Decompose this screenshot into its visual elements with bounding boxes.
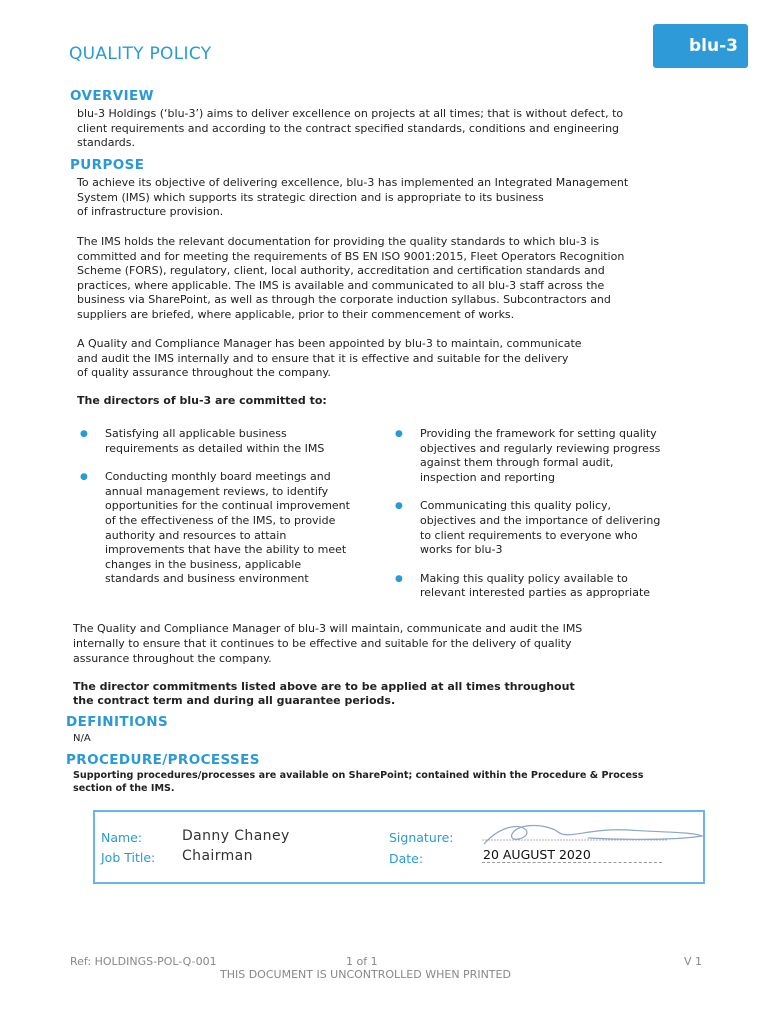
bullet-icon: ● (80, 429, 88, 439)
job-title-value: Chairman (182, 848, 253, 864)
text-line: section of the IMS. (73, 782, 175, 794)
text-line: of quality assurance throughout the company. (77, 366, 331, 380)
left-bullet-list (80, 427, 380, 587)
overview-text (77, 107, 623, 151)
blu3-logo: blu-3 (653, 24, 748, 68)
purpose-paragraph-1 (77, 176, 628, 220)
bullet-icon: ● (395, 501, 403, 512)
text-line: assurance throughout the company. (73, 652, 272, 665)
text-line: Scheme (FORS), regulatory, client, local authority, accreditation and certification standards and (77, 264, 605, 278)
text-line: objectives and the importance of delivering (420, 513, 661, 527)
text-line: relevant interested parties as appropriate (420, 586, 651, 600)
text-line: inspection and reporting (420, 470, 555, 484)
list-item (395, 572, 695, 601)
text-line: requirements as detailed within the IMS (105, 441, 325, 455)
text-line: Communicating this quality policy, (420, 499, 612, 513)
text-line: changes in the business, applicable (105, 557, 302, 571)
text-line: objectives and regularly reviewing progress (420, 441, 661, 455)
text-line: The Quality and Compliance Manager of blu-3 will maintain, communicate and audit the IMS (73, 622, 583, 635)
list-item (395, 427, 695, 485)
page-number: 1 of 1 (346, 955, 378, 968)
signature-label: Signature: (389, 830, 454, 845)
text-line: committed and for meeting the requirements of BS EN ISO 9001:2015, Fleet Operators Recognition (77, 249, 625, 263)
definitions-text: N/A (73, 733, 91, 744)
definitions-heading: DEFINITIONS (66, 714, 169, 730)
list-item (80, 427, 380, 456)
text-line: suppliers are briefed, where applicable, prior to their commencement of works. (77, 307, 515, 321)
text-line: works for blu-3 (420, 543, 503, 557)
bullet-icon: ● (395, 429, 403, 439)
text-line: opportunities for the continual improvement (105, 499, 350, 513)
uncontrolled-notice: THIS DOCUMENT IS UNCONTROLLED WHEN PRINTED (220, 968, 511, 981)
text-line: A Quality and Compliance Manager has been appointed by blu-3 to maintain, communicate (77, 337, 582, 350)
job-title-label: Job Title: (101, 850, 156, 865)
text-line: of the effectiveness of the IMS, to provide (105, 513, 336, 527)
text-line: to client requirements to everyone who (420, 528, 638, 542)
text-line: annual management reviews, to identify (105, 484, 329, 498)
text-line: Making this quality policy available to (420, 571, 628, 585)
text-line: standards. (77, 136, 136, 150)
text-line: client requirements and according to the contract specified standards, conditions and engineering (77, 121, 620, 135)
text-line: System (IMS) which supports its strategic direction and is appropriate to its business (77, 190, 544, 204)
text-line: The director commitments listed above are to be applied at all times throughout (73, 680, 575, 693)
text-line: Conducting monthly board meetings and (105, 470, 331, 484)
text-line: and audit the IMS internally and to ensure that it is effective and suitable for the delivery (77, 351, 569, 365)
overview-heading: OVERVIEW (70, 88, 154, 104)
committed-heading: The directors of blu-3 are committed to: (77, 394, 327, 407)
text-line: the contract term and during all guarantee periods. (73, 693, 396, 707)
text-line: standards and business environment (105, 572, 309, 586)
bullet-icon: ● (80, 472, 88, 483)
text-line: business via SharePoint, as well as through the corporate induction syllabus. Subcontractors and (77, 293, 611, 307)
name-value: Danny Chaney (182, 828, 290, 844)
text-line: internally to ensure that it continues to be effective and suitable for the delivery of quality (73, 637, 572, 650)
bullet-icon: ● (395, 573, 403, 584)
text-line: Providing the framework for setting quality (420, 427, 657, 440)
name-label: Name: (101, 830, 143, 845)
text-line: Supporting procedures/processes are available on SharePoint; contained within the Procedure & Process (73, 770, 644, 781)
text-line: blu-3 Holdings (‘blu-3’) aims to deliver excellence on projects at all times; that is without defect, to (77, 107, 624, 120)
text-line: Satisfying all applicable business (105, 427, 287, 440)
purpose-paragraph-4 (73, 621, 582, 666)
date-value: 20 AUGUST 2020 (483, 847, 591, 862)
list-item (80, 470, 380, 587)
signature-scribble (478, 818, 708, 848)
text-line: The IMS holds the relevant documentation for providing the quality standards to which blu-3 is (77, 235, 600, 248)
list-item (395, 499, 695, 557)
text-line: of infrastructure provision. (77, 205, 224, 219)
page-title: QUALITY POLICY (69, 44, 212, 64)
text-line: improvements that have the ability to meet (105, 543, 347, 557)
procedures-heading: PROCEDURE/PROCESSES (66, 752, 260, 768)
right-bullet-list (395, 427, 695, 601)
purpose-paragraph-3 (77, 337, 582, 381)
text-line: authority and resources to attain (105, 528, 287, 542)
text-line: against them through formal audit, (420, 456, 614, 470)
text-line: To achieve its objective of delivering excellence, blu-3 has implemented an Integrated Management (77, 176, 629, 189)
procedures-text (73, 770, 643, 795)
date-underline (482, 862, 662, 863)
purpose-paragraph-2 (77, 235, 624, 323)
purpose-heading: PURPOSE (70, 157, 145, 173)
document-ref: Ref: HOLDINGS-POL-Q-001 (70, 955, 217, 968)
version: V 1 (684, 955, 703, 968)
commitment-note (73, 680, 575, 707)
text-line: practices, where applicable. The IMS is available and communicated to all blu-3 staff across the (77, 278, 605, 292)
date-label: Date: (389, 851, 424, 866)
